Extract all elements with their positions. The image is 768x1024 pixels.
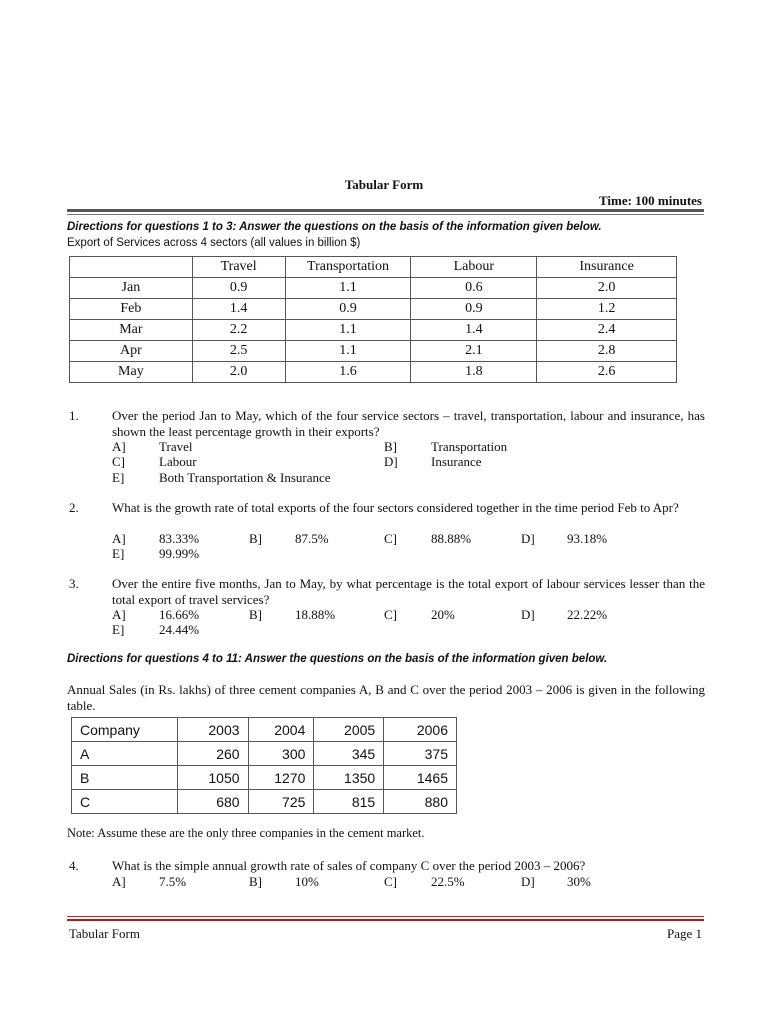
question-number: 1. (69, 408, 79, 423)
table-row (70, 341, 677, 362)
table-cell: 880 (384, 790, 457, 814)
table-cell: Feb (70, 299, 193, 320)
option-value: 22.22% (567, 607, 608, 622)
table-row (72, 790, 457, 814)
table-header-row (70, 257, 677, 278)
table-row (70, 299, 677, 320)
table-cell: 1.2 (537, 299, 677, 320)
cement-sales-table (71, 717, 457, 814)
option-key: C] (384, 531, 397, 546)
table-cell: 0.9 (411, 299, 537, 320)
footer-rule-thick (67, 919, 704, 921)
option-value: 99.99% (159, 546, 200, 561)
question-2 (67, 500, 707, 564)
table-cell: 1.8 (411, 362, 537, 383)
question-number: 2. (69, 500, 79, 515)
table-cell: 1.1 (285, 320, 411, 341)
option-value: Transportation (431, 439, 508, 454)
option-key: A] (112, 439, 126, 454)
option-key: A] (112, 607, 126, 622)
option-key: C] (384, 874, 397, 889)
option-key: B] (384, 439, 397, 454)
question-text: What is the simple annual growth rate of sales of company C over the period 2003 – 2006? (112, 858, 586, 873)
option-value: 10% (295, 874, 319, 889)
market-note: Note: Assume these are the only three companies in the cement market. (67, 826, 425, 840)
question-text: What is the growth rate of total exports of the four sectors considered together in the time period Feb to Apr? (112, 500, 679, 515)
question-4 (67, 858, 707, 892)
option-key: E] (112, 546, 125, 561)
time-limit: Time: 100 minutes (598, 193, 702, 208)
table-cell: 300 (248, 742, 314, 766)
table-cell: 345 (314, 742, 384, 766)
footer-rule-thin (67, 916, 704, 917)
table-cell: 2.0 (192, 362, 285, 383)
table-cell: 1.1 (285, 341, 411, 362)
question-1 (67, 408, 707, 488)
table-cell: 2.6 (537, 362, 677, 383)
option-value: 83.33% (159, 531, 200, 546)
table-cell: A (72, 742, 178, 766)
option-value: 93.18% (567, 531, 608, 546)
page-number: Page 1 (666, 926, 702, 941)
option-value: Both Transportation & Insurance (159, 470, 331, 485)
table-header-cell: 2004 (248, 718, 314, 742)
table-cell: 0.9 (192, 278, 285, 299)
table-cell: Apr (70, 341, 193, 362)
directions-q4-11: Directions for questions 4 to 11: Answer the questions on the basis of the information given below. (67, 653, 608, 665)
option-value: 16.66% (159, 607, 200, 622)
table-cell: 260 (177, 742, 248, 766)
option-key: A] (112, 531, 126, 546)
option-value: 7.5% (159, 874, 187, 889)
table-cell: 0.6 (411, 278, 537, 299)
question-3 (67, 576, 707, 640)
question-number: 3. (69, 576, 79, 591)
table-cell: 1050 (177, 766, 248, 790)
option-key: D] (521, 874, 535, 889)
table-cell: May (70, 362, 193, 383)
table-cell: 815 (314, 790, 384, 814)
header-rule-thin (67, 214, 704, 215)
table-header-cell: Company (72, 718, 178, 742)
table-header-cell: Insurance (537, 257, 677, 278)
directions-q1-3: Directions for questions 1 to 3: Answer the questions on the basis of the information given below. (67, 221, 602, 233)
option-value: Insurance (431, 454, 482, 469)
table1-caption: Export of Services across 4 sectors (all values in billion $) (67, 237, 361, 249)
table-cell: 2.4 (537, 320, 677, 341)
table-row (72, 742, 457, 766)
option-value: 88.88% (431, 531, 472, 546)
table-cell: 1270 (248, 766, 314, 790)
table-header-cell: 2006 (384, 718, 457, 742)
table-cell: 2.5 (192, 341, 285, 362)
table-cell: 2.2 (192, 320, 285, 341)
table-cell: C (72, 790, 178, 814)
option-value: 24.44% (159, 622, 200, 637)
table-cell: B (72, 766, 178, 790)
option-key: B] (249, 874, 262, 889)
table-cell: 1.6 (285, 362, 411, 383)
option-key: B] (249, 531, 262, 546)
question-text: Over the period Jan to May, which of the four service sectors – travel, transportation, labour and insurance, has shown the least percentage growth in their exports? (112, 408, 705, 439)
table-header-row (72, 718, 457, 742)
table-cell: Jan (70, 278, 193, 299)
option-value: 22.5% (431, 874, 465, 889)
option-key: E] (112, 622, 125, 637)
table-cell: 1350 (314, 766, 384, 790)
option-key: E] (112, 470, 125, 485)
table-cell: 2.8 (537, 341, 677, 362)
question-text: Over the entire five months, Jan to May, by what percentage is the total export of labour services lesser than the total export of travel services? (112, 576, 705, 607)
table2-intro: Annual Sales (in Rs. lakhs) of three cement companies A, B and C over the period 2003 – 2006 is given in the following table. (67, 682, 705, 713)
option-key: D] (521, 607, 535, 622)
option-key: B] (249, 607, 262, 622)
option-value: Labour (159, 454, 197, 469)
table-row (70, 278, 677, 299)
table-cell: 0.9 (285, 299, 411, 320)
option-value: 18.88% (295, 607, 336, 622)
option-key: A] (112, 874, 126, 889)
question-number: 4. (69, 858, 79, 873)
table-cell: 1.4 (192, 299, 285, 320)
table-cell: 725 (248, 790, 314, 814)
table-header-cell: 2005 (314, 718, 384, 742)
table-header-cell (70, 257, 193, 278)
table-header-cell: Travel (192, 257, 285, 278)
table-cell: 2.1 (411, 341, 537, 362)
header-rule-thick (67, 209, 704, 212)
table-row (72, 766, 457, 790)
table-cell: 1.1 (285, 278, 411, 299)
table-row (70, 362, 677, 383)
table-cell: 1.4 (411, 320, 537, 341)
option-key: C] (384, 607, 397, 622)
table-cell: Mar (70, 320, 193, 341)
table-cell: 1465 (384, 766, 457, 790)
table-header-cell: Transportation (285, 257, 411, 278)
option-key: D] (521, 531, 535, 546)
table-header-cell: Labour (411, 257, 537, 278)
option-key: C] (112, 454, 125, 469)
option-key: D] (384, 454, 398, 469)
table-cell: 2.0 (537, 278, 677, 299)
page-title: Tabular Form (344, 177, 424, 192)
table-cell: 680 (177, 790, 248, 814)
exports-table (69, 256, 677, 383)
option-value: 87.5% (295, 531, 329, 546)
table-row (70, 320, 677, 341)
footer-title: Tabular Form (69, 926, 140, 941)
option-value: 20% (431, 607, 455, 622)
table-cell: 375 (384, 742, 457, 766)
table-header-cell: 2003 (177, 718, 248, 742)
option-value: 30% (567, 874, 591, 889)
option-value: Travel (159, 439, 193, 454)
